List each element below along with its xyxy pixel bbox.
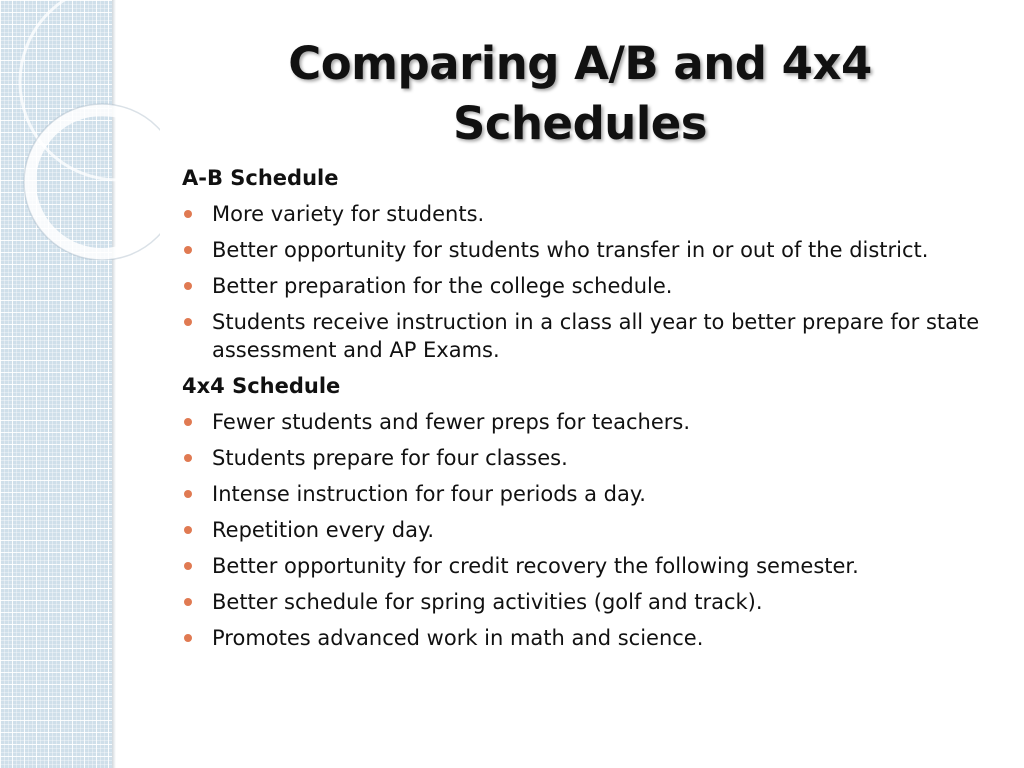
section-heading-4x4: 4x4 Schedule xyxy=(182,374,341,398)
bullet-text: More variety for students. xyxy=(212,202,485,226)
decorative-ring-medium xyxy=(30,110,160,254)
bullet-list-ab xyxy=(182,200,992,364)
bullet-text: Repetition every day. xyxy=(212,518,435,542)
bullet-dot-icon xyxy=(184,634,192,642)
bullet-dot-icon xyxy=(184,490,192,498)
list-item xyxy=(182,200,992,228)
bullet-text: Better preparation for the college schedule. xyxy=(212,274,673,298)
decorative-rings-icon xyxy=(0,0,160,260)
bullet-dot-icon xyxy=(184,454,192,462)
section-heading-ab: A-B Schedule xyxy=(182,166,339,190)
bullet-dot-icon xyxy=(184,210,192,218)
bullet-text: Promotes advanced work in math and science. xyxy=(212,626,704,650)
list-item xyxy=(182,444,992,472)
list-item xyxy=(182,236,992,264)
bullet-dot-icon xyxy=(184,282,192,290)
bullet-text: Better opportunity for credit recovery the following semester. xyxy=(212,554,859,578)
bullet-text: Better opportunity for students who transfer in or out of the district. xyxy=(212,238,929,262)
bullet-text: Fewer students and fewer preps for teachers. xyxy=(212,410,691,434)
slide-title: Comparing A/B and 4x4 Schedules xyxy=(288,37,872,150)
bullet-text: Students prepare for four classes. xyxy=(212,446,568,470)
slide-body xyxy=(182,164,992,660)
list-item xyxy=(182,408,992,436)
list-item xyxy=(182,308,992,364)
bullet-dot-icon xyxy=(184,526,192,534)
bullet-dot-icon xyxy=(184,418,192,426)
list-item xyxy=(182,516,992,544)
bullet-dot-icon xyxy=(184,318,192,326)
bullet-text: Students receive instruction in a class all year to better prepare for state assessment and AP Exams. xyxy=(212,310,980,362)
list-item xyxy=(182,552,992,580)
list-item xyxy=(182,624,992,652)
bullet-dot-icon xyxy=(184,562,192,570)
list-item xyxy=(182,588,992,616)
bullet-list-4x4 xyxy=(182,408,992,652)
bullet-dot-icon xyxy=(184,246,192,254)
bullet-text: Intense instruction for four periods a day. xyxy=(212,482,646,506)
bullet-dot-icon xyxy=(184,598,192,606)
bullet-text: Better schedule for spring activities (golf and track). xyxy=(212,590,763,614)
list-item xyxy=(182,272,992,300)
list-item xyxy=(182,480,992,508)
